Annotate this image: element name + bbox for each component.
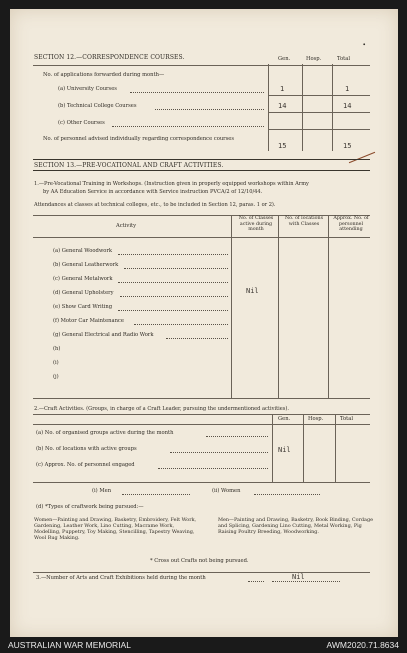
para-2: 2.—Craft Activities. (Groups, in charge of a Craft Leader, pursuing the undermentioned activities). (34, 406, 290, 412)
craft-row: (c) Approx. No. of personnel engaged (36, 462, 135, 468)
rule (268, 112, 370, 113)
activity-item: (a) General Woodwork (53, 248, 113, 254)
craft-gen-header: Gen. (278, 416, 291, 422)
section-12-title: SECTION 12.—CORRESPONDENCE COURSES. (34, 54, 185, 61)
para-3: 3.—Number of Arts and Craft Exhibitions held during the month (36, 575, 206, 581)
row-label: (a) University Courses (58, 86, 117, 92)
craft-row: (a) No. of organised groups active during the month (36, 430, 174, 436)
rule (33, 398, 370, 399)
col-divider (268, 64, 269, 151)
men-crafts: Men—Painting and Drawing, Basketry, Book Binding, Cordage and Splicing, Gardening Lino Cutting, Metal Working, Pig Raising Poultry Breeding, Woodworking. (218, 517, 373, 535)
leader-dots (248, 581, 264, 582)
leader-dots (122, 494, 190, 495)
leader-dots (124, 268, 228, 269)
activity-item: (f) Motor Car Maintenance (53, 318, 124, 324)
types-label: (d) *Types of craftwork being pursued:— (36, 504, 144, 510)
th-activity: Activity (116, 223, 137, 229)
activity-item: (g) General Electrical and Radio Work (53, 332, 154, 338)
col-divider (278, 215, 279, 398)
leader-dots (118, 310, 228, 311)
rule (33, 170, 370, 171)
women-label: (ii) Women (212, 488, 241, 494)
craft-row: (b) No. of locations with active groups (36, 446, 137, 452)
activity-item: (h) (53, 346, 61, 352)
cell-value: 1 (280, 85, 285, 93)
activity-item: (i) (53, 360, 59, 366)
applications-label: No. of applications forwarded during month— (43, 72, 165, 78)
para-1-line-1: 1.—Pre-Vocational Training in Workshops. (Instruction given in properly equipped workshops within Army (34, 181, 309, 187)
cell-value: 1 (345, 85, 350, 93)
leader-dots (254, 494, 320, 495)
rule (33, 414, 370, 415)
cross-note: * Cross out Crafts not being pursued. (150, 558, 249, 564)
col-divider (231, 215, 232, 398)
leader-dots (112, 126, 264, 127)
nil-entry: Nil (292, 573, 305, 581)
activity-item: (b) General Leatherwork (53, 262, 119, 268)
rule (33, 159, 370, 160)
row-label: (c) Other Courses (58, 120, 105, 126)
rule (33, 572, 370, 573)
activity-item: (j) (53, 374, 59, 380)
col-total-header: Total (337, 56, 351, 62)
th-classes: No. of Classes active during month (238, 216, 274, 233)
leader-dots (158, 468, 268, 469)
craft-hosp-header: Hosp. (308, 416, 324, 422)
leader-dots (272, 581, 340, 582)
para-1-line-2: by AA Education Service in accordance with Service instruction PVCA/2 of 12/10/44. (43, 189, 263, 195)
ink-mark (349, 152, 375, 163)
col-hosp-header: Hosp. (306, 56, 322, 62)
document-page (10, 9, 398, 637)
leader-dots (166, 338, 228, 339)
rule (268, 95, 370, 96)
rule (33, 65, 370, 66)
rule (33, 237, 370, 238)
attendance-note: Attendances at classes at technical colleges, etc., to be included in Section 12, paras. 1 or 2). (34, 202, 276, 208)
rule (268, 129, 370, 130)
col-gen-header: Gen. (278, 56, 291, 62)
col-divider (328, 215, 329, 398)
punch-mark: ⠂ (362, 41, 370, 51)
leader-dots (170, 452, 268, 453)
men-label: (i) Men (92, 488, 112, 494)
cell-value: 14 (343, 102, 352, 110)
rule (33, 424, 370, 425)
row-label: (b) Technical College Courses (58, 103, 137, 109)
activity-item: (c) General Metalwork (53, 276, 113, 282)
craft-total-header: Total (340, 416, 354, 422)
nil-entry: Nil (278, 446, 291, 454)
footer-accession: AWM2020.71.8634 (326, 640, 399, 650)
leader-dots (118, 254, 228, 255)
col-divider (302, 64, 303, 151)
footer-credit: AUSTRALIAN WAR MEMORIAL (8, 640, 131, 650)
cell-value: 15 (343, 142, 352, 150)
women-crafts: Women—Painting and Drawing, Basketry, Embroidery, Felt Work, Gardening, Leather Work, Lino Cutting, Macrame Work, Modelling, Puppetry, Toy Making, Stencilling, Tapestry Weaving, Wool Rug Making. (34, 517, 197, 541)
rule (33, 482, 370, 483)
leader-dots (130, 92, 264, 93)
section-13-title: SECTION 13.—PRE-VOCATIONAL AND CRAFT ACTIVITIES. (34, 162, 224, 169)
leader-dots (120, 296, 228, 297)
nil-entry: Nil (246, 287, 259, 295)
leader-dots (155, 109, 264, 110)
col-divider (332, 64, 333, 151)
leader-dots (206, 436, 268, 437)
th-personnel: Approx. No. of personnel attending (333, 216, 369, 233)
activity-item: (e) Show Card Writing (53, 304, 113, 310)
leader-dots (118, 282, 228, 283)
cell-value: 14 (278, 102, 287, 110)
advised-label: No. of personnel advised individually regarding correspondence courses (43, 136, 235, 142)
cell-value: 15 (278, 142, 287, 150)
activity-item: (d) General Upholstery (53, 290, 114, 296)
th-locations: No. of locations with Classes (284, 216, 324, 227)
leader-dots (134, 324, 228, 325)
